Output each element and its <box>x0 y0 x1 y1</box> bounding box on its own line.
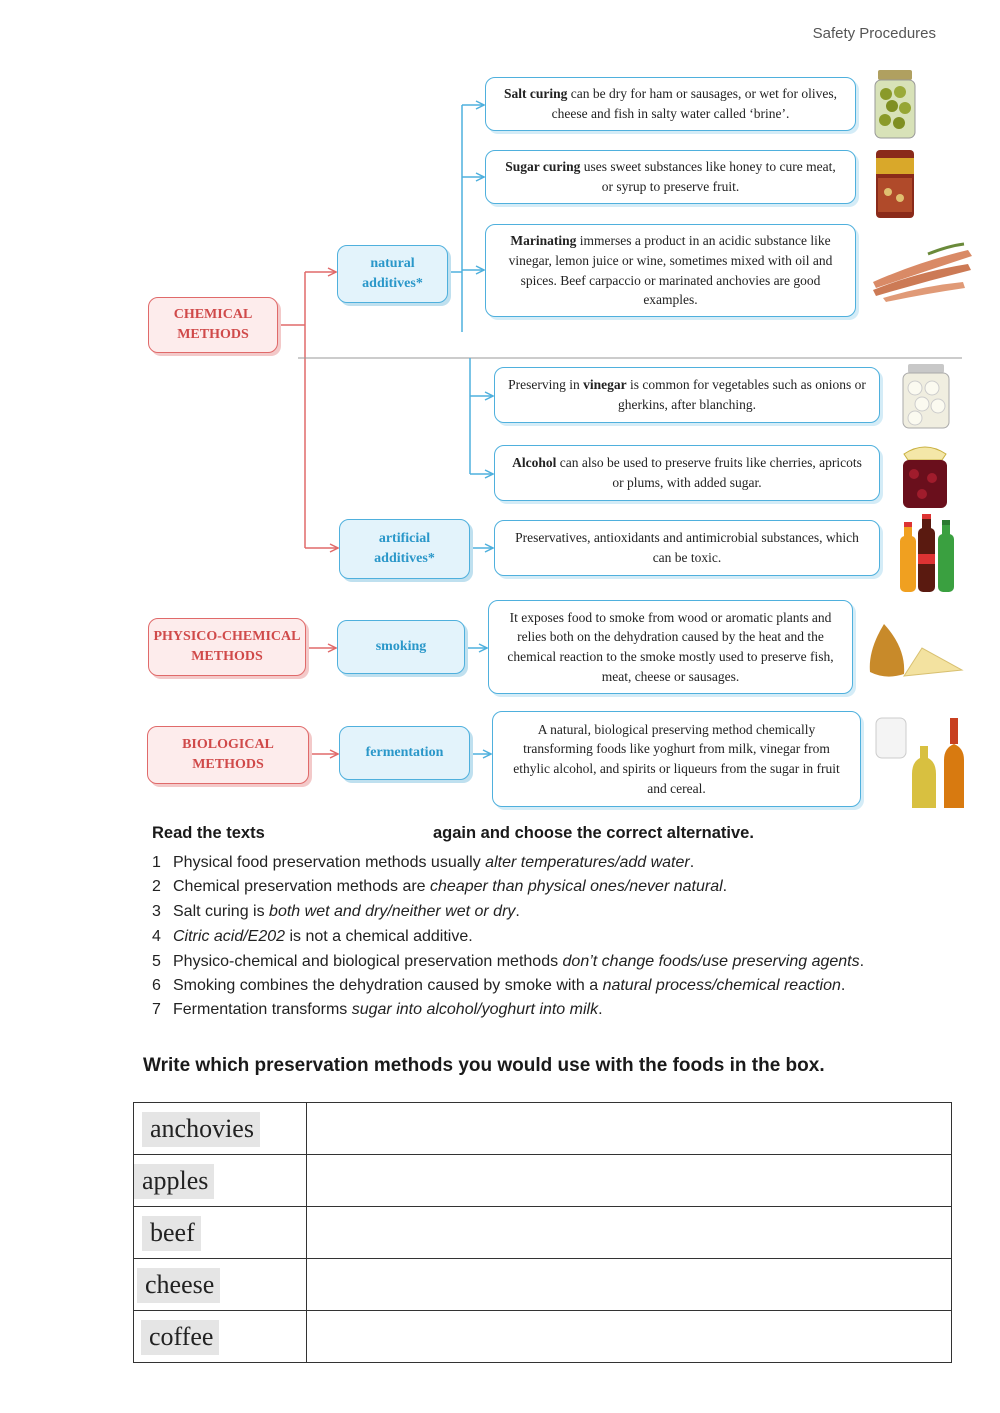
vinegar-text: is common for vegetables such as onions or gherkins, after blanching. <box>618 377 866 412</box>
soft-drinks-picture <box>898 514 956 594</box>
honey-can-picture <box>874 148 916 220</box>
fermentation-text: A natural, biological preserving method chemically transforming foods like yoghurt from milk, vinegar from ethylic alcohol, and spirits or liqueurs from the sugar in fruit and cereal. <box>513 721 840 796</box>
exercise1-instruction-a: Read the texts <box>152 824 265 842</box>
food-cell <box>134 1311 307 1363</box>
biological-methods-box <box>147 726 309 784</box>
alcohol-term: Alcohol <box>512 455 557 471</box>
artificial-additives-box <box>339 519 470 579</box>
question-alternatives: don’t change foods/use preserving agents <box>562 953 860 970</box>
question-alternatives: both wet and dry/neither wet or dry <box>269 903 516 920</box>
salt-curing-term: Salt curing <box>504 86 568 102</box>
smoked-cheese-picture <box>864 620 966 680</box>
vinegar-term: vinegar <box>583 377 627 393</box>
answer-cell[interactable] <box>307 1103 952 1155</box>
food-cell <box>134 1207 307 1259</box>
table-row <box>134 1259 952 1311</box>
question-text-end: is not a chemical additive. <box>285 928 473 945</box>
biological-methods-label-1: BIOLOGICAL <box>182 737 274 753</box>
question-number: 1 <box>152 854 161 871</box>
artificial-additives-label-1: artificial <box>378 531 431 547</box>
question-text: Chemical preservation methods are <box>173 878 431 895</box>
question-number: 7 <box>152 1001 161 1018</box>
question-text-end: . <box>689 854 695 871</box>
marinating-box <box>485 224 856 317</box>
biological-methods-label-2: METHODS <box>192 757 264 772</box>
smoking-box <box>337 620 465 674</box>
food-label: anchovies <box>142 1112 260 1147</box>
preservatives-box <box>494 520 880 576</box>
question-6 <box>152 977 845 995</box>
vinegar-pre: Preserving in <box>508 377 584 393</box>
question-number: 6 <box>152 977 161 994</box>
question-2 <box>152 878 727 896</box>
question-4 <box>152 928 473 946</box>
exercise2-instruction: Write which preservation methods you would use with the foods in the box. <box>143 1055 825 1076</box>
natural-additives-label-1: natural <box>370 256 415 272</box>
table-row <box>134 1311 952 1363</box>
exercise1-instruction-b: again and choose the correct alternative. <box>433 824 754 842</box>
food-cell <box>134 1155 307 1207</box>
food-label: coffee <box>141 1320 219 1355</box>
question-text-end: . <box>722 878 728 895</box>
salt-curing-box <box>485 77 856 131</box>
question-number: 4 <box>152 928 161 945</box>
question-text-end: . <box>859 953 865 970</box>
fermentation-box <box>339 726 470 780</box>
question-text: Smoking combines the dehydration caused by smoke with a <box>173 977 603 994</box>
anchovies-picture <box>868 242 976 302</box>
table-row <box>134 1155 952 1207</box>
alcohol-text: can also be used to preserve fruits like cherries, apricots or plums, with added sugar. <box>556 455 862 490</box>
natural-additives-label-2: additives* <box>362 276 423 291</box>
fermentation-label: fermentation <box>365 745 444 761</box>
olive-jar-picture <box>872 68 918 140</box>
question-number: 2 <box>152 878 161 895</box>
pickled-onions-jar-picture <box>900 362 952 430</box>
question-number: 5 <box>152 953 161 970</box>
table-row <box>134 1103 952 1155</box>
food-cell <box>134 1259 307 1311</box>
sugar-curing-box <box>485 150 856 204</box>
salt-curing-text: can be dry for ham or sausages, or wet for olives, cheese and fish in salty water called ‘brine’. <box>551 86 837 121</box>
marinating-text: immerses a product in an acidic substance like vinegar, lemon juice or wine, sometimes mixed with oil and spices. Beef carpaccio or marinated anchovies are good examples. <box>508 233 833 308</box>
question-alternatives: alter temperatures/add water <box>485 854 690 871</box>
answer-cell[interactable] <box>307 1207 952 1259</box>
food-label: beef <box>142 1216 201 1251</box>
yoghurt-vinegar-spirits-picture <box>872 714 972 810</box>
smoking-text: It exposes food to smoke from wood or aromatic plants and relies both on the dehydration caused by the heat and the chemical reaction to the smoke mostly used to preserve fish, meat, cheese or sausages. <box>507 609 834 684</box>
question-alternatives: Citric acid/E202 <box>173 928 286 945</box>
cherries-jar-picture <box>898 440 952 510</box>
question-number: 3 <box>152 903 161 920</box>
question-text: Physical food preservation methods usually <box>173 854 486 871</box>
sugar-curing-term: Sugar curing <box>505 159 581 175</box>
question-text: Fermentation transforms <box>173 1001 352 1018</box>
answer-cell[interactable] <box>307 1311 952 1363</box>
foods-table <box>133 1102 952 1363</box>
question-text: Physico-chemical and biological preservation methods <box>173 953 563 970</box>
smoking-description-box <box>488 600 853 694</box>
natural-additives-box <box>337 245 448 303</box>
smoking-label: smoking <box>375 639 427 655</box>
question-3 <box>152 903 520 921</box>
food-label: cheese <box>137 1268 220 1303</box>
question-text-end: . <box>598 1001 603 1018</box>
food-cell <box>134 1103 307 1155</box>
marinating-term: Marinating <box>510 233 577 249</box>
question-5 <box>152 953 864 971</box>
physico-methods-label-2: METHODS <box>191 649 263 664</box>
alcohol-box <box>494 445 880 501</box>
chemical-methods-label-2: METHODS <box>177 327 249 342</box>
question-text-end: . <box>840 977 846 994</box>
table-row <box>134 1207 952 1259</box>
question-1 <box>152 854 694 872</box>
sugar-curing-text: uses sweet substances like honey to cure meat, or syrup to preserve fruit. <box>580 159 836 194</box>
vinegar-box <box>494 367 880 423</box>
food-label: apples <box>134 1164 214 1199</box>
chemical-methods-label-1: CHEMICAL <box>173 307 253 323</box>
page-header-title: Safety Procedures <box>812 25 936 42</box>
fermentation-description-box <box>492 711 861 807</box>
chemical-methods-box <box>148 297 278 353</box>
question-7 <box>152 1001 603 1019</box>
artificial-additives-label-2: additives* <box>374 551 435 566</box>
question-alternatives: cheaper than physical ones/never natural <box>430 878 723 895</box>
question-alternatives: natural process/chemical reaction <box>602 977 841 994</box>
physico-chemical-methods-box <box>148 618 306 676</box>
answer-cell[interactable] <box>307 1155 952 1207</box>
question-text: Salt curing is <box>173 903 270 920</box>
answer-cell[interactable] <box>307 1259 952 1311</box>
question-alternatives: sugar into alcohol/yoghurt into milk <box>351 1001 599 1018</box>
question-text-end: . <box>515 903 520 920</box>
preservatives-text: Preservatives, antioxidants and antimicrobial substances, which can be toxic. <box>515 530 859 565</box>
physico-methods-label-1: PHYSICO-CHEMICAL <box>153 629 301 645</box>
